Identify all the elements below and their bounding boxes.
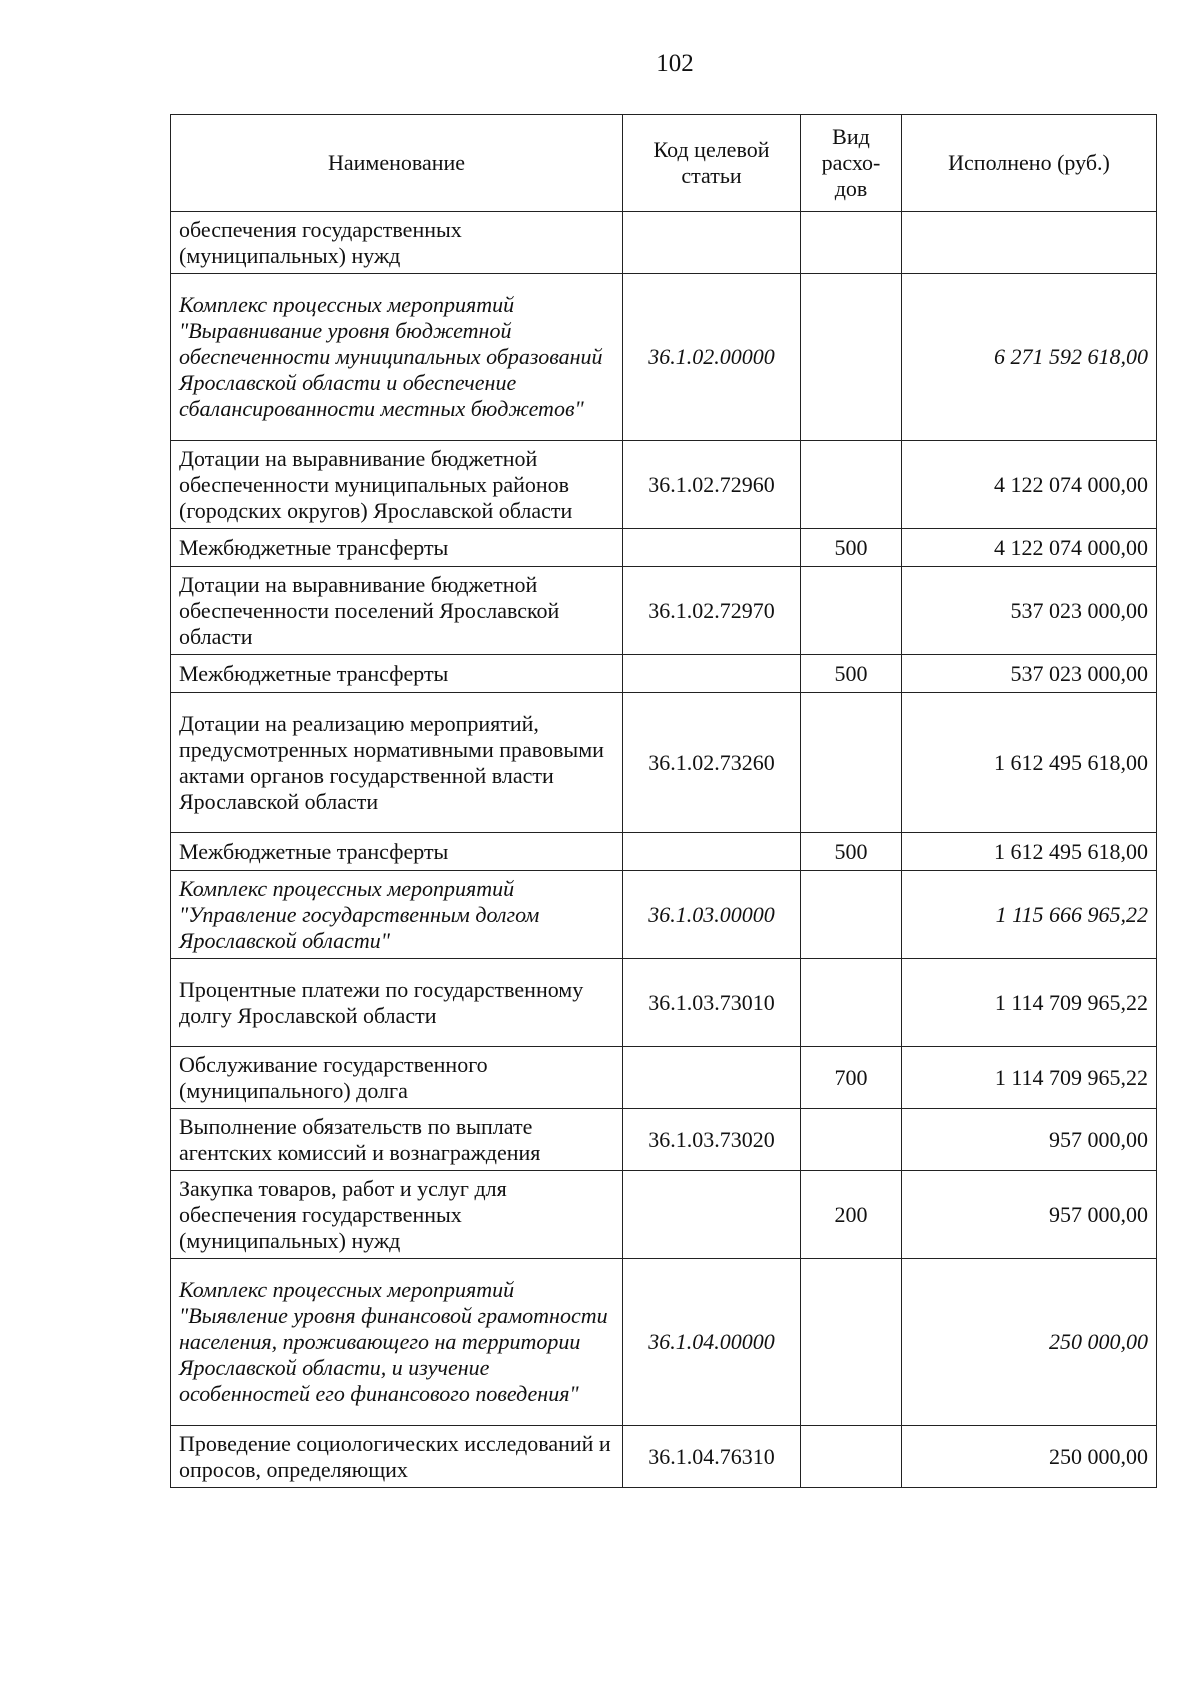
cell-type	[801, 1109, 902, 1171]
cell-code: 36.1.03.73010	[623, 959, 801, 1047]
cell-name: Комплекс процессных мероприятий "Выравнивание уровня бюджетной обеспеченности муниципальных образований Ярославской области и обеспечение сбалансированности местных бюджетов"	[171, 274, 623, 441]
table-row	[171, 529, 1157, 567]
table-row	[171, 693, 1157, 833]
cell-code: 36.1.03.00000	[623, 871, 801, 959]
cell-amount: 4 122 074 000,00	[902, 529, 1157, 567]
cell-code: 36.1.03.73020	[623, 1109, 801, 1171]
cell-amount: 4 122 074 000,00	[902, 441, 1157, 529]
cell-code	[623, 529, 801, 567]
cell-code	[623, 1047, 801, 1109]
cell-type	[801, 1259, 902, 1426]
header-code: Код целевой статьи	[623, 115, 801, 212]
cell-amount: 957 000,00	[902, 1109, 1157, 1171]
cell-amount: 1 114 709 965,22	[902, 959, 1157, 1047]
cell-type: 200	[801, 1171, 902, 1259]
cell-code: 36.1.02.00000	[623, 274, 801, 441]
table-row	[171, 1426, 1157, 1488]
cell-code: 36.1.02.73260	[623, 693, 801, 833]
cell-amount	[902, 212, 1157, 274]
cell-type	[801, 567, 902, 655]
table-row	[171, 1047, 1157, 1109]
cell-amount: 250 000,00	[902, 1426, 1157, 1488]
cell-type	[801, 693, 902, 833]
cell-type: 700	[801, 1047, 902, 1109]
cell-type	[801, 871, 902, 959]
cell-type: 500	[801, 655, 902, 693]
cell-name: Комплекс процессных мероприятий "Выявление уровня финансовой грамотности населения, проживающего на территории Ярославской области, и изучение особенностей его финансового поведения"	[171, 1259, 623, 1426]
cell-name: Обслуживание государственного (муниципального) долга	[171, 1047, 623, 1109]
cell-name: Дотации на выравнивание бюджетной обеспеченности муниципальных районов (городских округов) Ярославской области	[171, 441, 623, 529]
header-amount: Исполнено (руб.)	[902, 115, 1157, 212]
expenditure-table	[170, 114, 1157, 1488]
cell-type: 500	[801, 833, 902, 871]
cell-type	[801, 959, 902, 1047]
cell-type	[801, 274, 902, 441]
cell-name: Проведение социологических исследований и опросов, определяющих	[171, 1426, 623, 1488]
table-row	[171, 1109, 1157, 1171]
cell-code	[623, 212, 801, 274]
cell-type	[801, 212, 902, 274]
table-row	[171, 212, 1157, 274]
table-row	[171, 959, 1157, 1047]
cell-name: Закупка товаров, работ и услуг для обеспечения государственных (муниципальных) нужд	[171, 1171, 623, 1259]
table-row	[171, 274, 1157, 441]
table-row	[171, 1171, 1157, 1259]
cell-amount: 1 612 495 618,00	[902, 693, 1157, 833]
cell-amount: 6 271 592 618,00	[902, 274, 1157, 441]
table-body	[171, 212, 1157, 1488]
table-row	[171, 655, 1157, 693]
table-row	[171, 441, 1157, 529]
table-row	[171, 871, 1157, 959]
cell-amount: 1 612 495 618,00	[902, 833, 1157, 871]
cell-name: Выполнение обязательств по выплате агентских комиссий и вознаграждения	[171, 1109, 623, 1171]
cell-name: обеспечения государственных (муниципальных) нужд	[171, 212, 623, 274]
cell-name: Дотации на реализацию мероприятий, предусмотренных нормативными правовыми актами органов государственной власти Ярославской области	[171, 693, 623, 833]
header-type: Вид расхо-дов	[801, 115, 902, 212]
cell-type: 500	[801, 529, 902, 567]
cell-code: 36.1.04.76310	[623, 1426, 801, 1488]
cell-amount: 957 000,00	[902, 1171, 1157, 1259]
cell-code: 36.1.02.72970	[623, 567, 801, 655]
cell-name: Дотации на выравнивание бюджетной обеспеченности поселений Ярославской области	[171, 567, 623, 655]
cell-amount: 1 114 709 965,22	[902, 1047, 1157, 1109]
cell-amount: 537 023 000,00	[902, 655, 1157, 693]
cell-amount: 1 115 666 965,22	[902, 871, 1157, 959]
table-row	[171, 1259, 1157, 1426]
cell-code	[623, 833, 801, 871]
cell-amount: 537 023 000,00	[902, 567, 1157, 655]
cell-name: Межбюджетные трансферты	[171, 529, 623, 567]
cell-code	[623, 655, 801, 693]
cell-name: Комплекс процессных мероприятий "Управление государственным долгом Ярославской области"	[171, 871, 623, 959]
page-number: 102	[656, 50, 694, 77]
header-name: Наименование	[171, 115, 623, 212]
table-header-row	[171, 115, 1157, 212]
cell-code: 36.1.04.00000	[623, 1259, 801, 1426]
cell-amount: 250 000,00	[902, 1259, 1157, 1426]
cell-name: Межбюджетные трансферты	[171, 655, 623, 693]
cell-name: Процентные платежи по государственному долгу Ярославской области	[171, 959, 623, 1047]
cell-code: 36.1.02.72960	[623, 441, 801, 529]
cell-code	[623, 1171, 801, 1259]
cell-name: Межбюджетные трансферты	[171, 833, 623, 871]
cell-type	[801, 1426, 902, 1488]
table-row	[171, 567, 1157, 655]
table-row	[171, 833, 1157, 871]
cell-type	[801, 441, 902, 529]
